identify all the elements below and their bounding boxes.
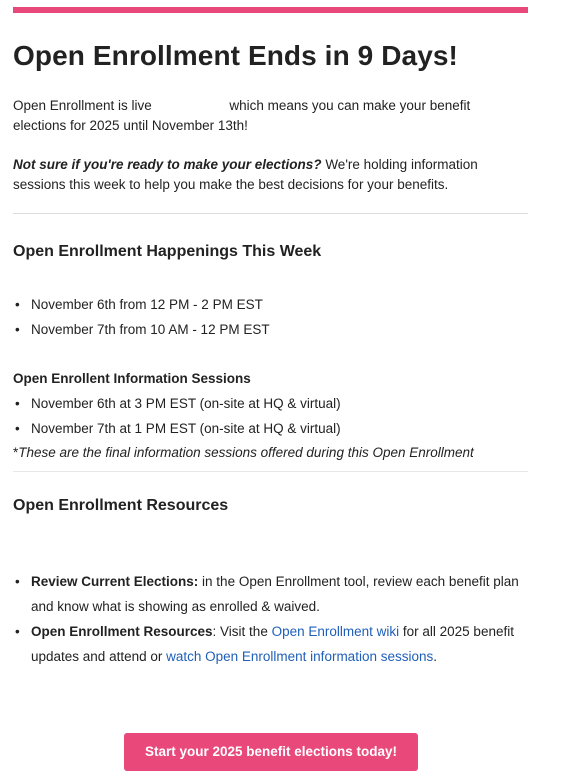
resource-text: in the Open Enrollment tool, review each benefit plan and know what is showing as enrolled & waived.: [31, 574, 519, 614]
footnote-text: These are the final information sessions offered during this Open Enrollment: [18, 445, 474, 460]
resources-heading: Open Enrollment Resources: [13, 497, 229, 514]
divider: [13, 471, 528, 472]
intro-text-start: Open Enrollment is live: [13, 98, 152, 113]
not-sure-emphasis: Not sure if you're ready to make your elections?: [13, 157, 322, 172]
page-title: Open Enrollment Ends in 9 Days!: [13, 40, 458, 71]
intro-text-end: which means you can make your benefit elections for 2025 until November 13th!: [13, 98, 471, 133]
list-item: [13, 619, 523, 669]
divider: [13, 213, 528, 214]
sessions-footnote: [13, 443, 474, 463]
not-sure-text: We're holding information sessions this week to help you make the best decisions for your benefits.: [13, 157, 478, 192]
not-sure-paragraph: [13, 155, 513, 195]
list-item: [13, 569, 523, 619]
accent-bar: [13, 7, 528, 13]
resource-label: Review Current Elections:: [31, 574, 199, 589]
happenings-list: [13, 295, 523, 345]
sessions-list: [13, 394, 523, 444]
happenings-heading: Open Enrollment Happenings This Week: [13, 243, 322, 260]
resource-text: for all 2025 benefit updates and attend or: [31, 624, 514, 664]
list-item: • November 7th from 10 AM - 12 PM EST: [13, 320, 523, 345]
list-item: • November 6th at 3 PM EST (on-site at HQ & virtual): [13, 394, 523, 419]
intro-paragraph: [13, 96, 513, 136]
start-elections-button[interactable]: Start your 2025 benefit elections today!: [124, 733, 418, 771]
open-enrollment-wiki-link[interactable]: Open Enrollment wiki: [271, 624, 400, 639]
info-sessions-link[interactable]: watch Open Enrollment information sessions: [166, 649, 434, 664]
resources-list: [13, 569, 523, 669]
resource-text: .: [433, 649, 438, 664]
sessions-heading: Open Enrollent Information Sessions: [13, 371, 251, 386]
footnote-star: *: [13, 445, 19, 460]
resource-text: : Visit the: [212, 624, 272, 639]
resource-label: Open Enrollment Resources: [31, 624, 213, 639]
list-item: • November 6th from 12 PM - 2 PM EST: [13, 295, 523, 320]
list-item: • November 7th at 1 PM EST (on-site at HQ & virtual): [13, 419, 523, 444]
